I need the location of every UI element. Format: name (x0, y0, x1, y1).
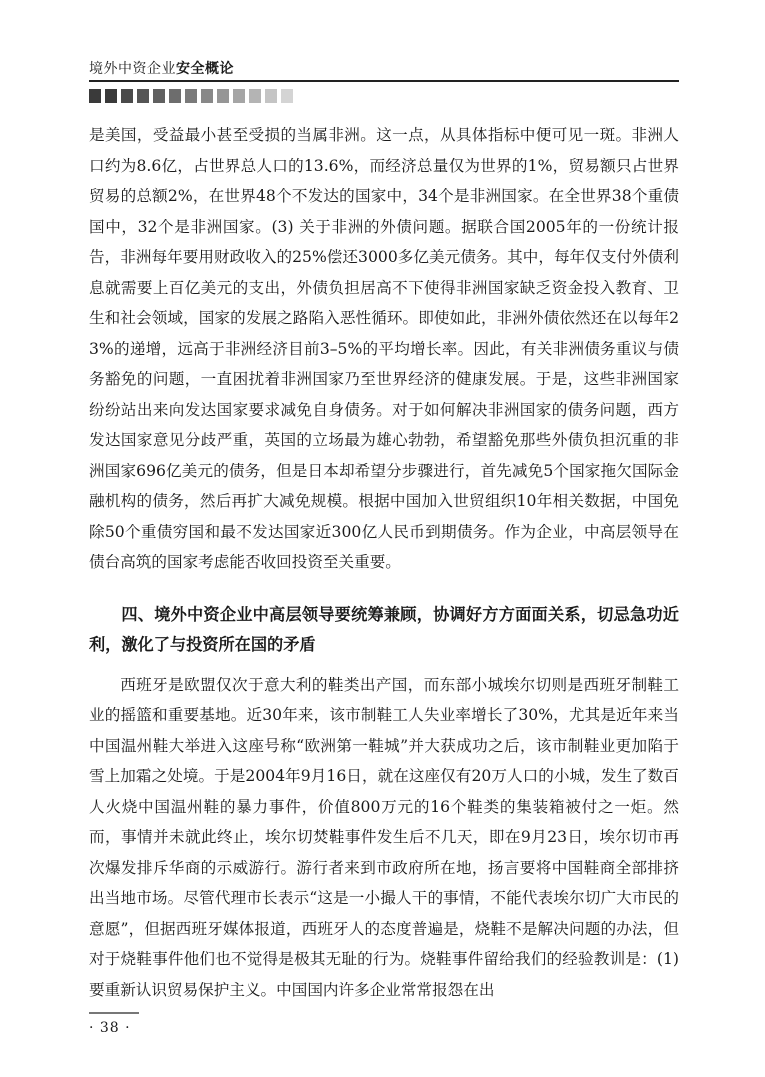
decorative-block (185, 89, 197, 103)
section-heading: 四、境外中资企业中高层领导要统筹兼顾，协调好方方面面关系，切忌急功近利，激化了与投资所在国的矛盾 (89, 604, 679, 654)
decorative-block (137, 89, 149, 103)
decorative-gradient-blocks (89, 89, 293, 103)
paragraph-spain-shoes: 西班牙是欧盟仅次于意大利的鞋类出产国，而东部小城埃尔切则是西班牙制鞋工业的摇篮和重要基地。近30年来，该市制鞋工人失业率增长了30%，尤其是近年来当中国温州鞋大举进入这座号称“欧洲第一鞋城”并大获成功之后，该市制鞋业更加陷于雪上加霜之处境。于是2004年9月16日，就在这座仅有20万人口的小城，发生了数百人火烧中国温州鞋的暴力事件，价值800万元的16个鞋类的集装箱被付之一炬。然而，事情并未就此终止，埃尔切焚鞋事件发生后不几天，即在9月23日，埃尔切市再次爆发排斥华商的示威游行。游行者来到市政府所在地，扬言要将中国鞋商全部排挤出当地市场。尽管代理市长表示“这是一小撮人干的事情，不能代表埃尔切广大市民的意愿”，但据西班牙媒体报道，西班牙人的态度普遍是，烧鞋不是解决问题的办法，但对于烧鞋事件他们也不觉得是极其无耻的行为。烧鞋事件留给我们的经验教训是：(1) 要重新认识贸易保护主义。中国国内许多企业常常报怨在出 (89, 675, 679, 999)
decorative-block (217, 89, 229, 103)
book-title-prefix: 境外中资企业 (89, 61, 176, 77)
decorative-block (153, 89, 165, 103)
paragraph-continued: 是美国，受益最小甚至受损的当属非洲。这一点，从具体指标中便可见一斑。非洲人口约为8.6亿，占世界总人口的13.6%，而经济总量仅为世界的1%，贸易额只占世界贸易的总额2%，在世界48个不发达的国家中，34个是非洲国家。在全世界38个重债国中，32个是非洲国家。(3) 关于非洲的外债问题。据联合国2005年的一份统计报告，非洲每年要用财政收入的25%偿还3000多亿美元债务。其中，每年仅支付外债利息就需要上百亿美元的支出，外债负担居高不下使得非洲国家缺乏资金投入教育、卫生和社会领域，国家的发展之路陷入恶性循环。即使如此，非洲外债依然还在以每年23%的递增，远高于非洲经济目前3–5%的平均增长率。因此，有关非洲债务重议与债务豁免的问题，一直困扰着非洲国家乃至世界经济的健康发展。于是，这些非洲国家纷纷站出来向发达国家要求减免自身债务。对于如何解决非洲国家的债务问题，西方发达国家意见分歧严重，英国的立场最为雄心勃勃，希望豁免那些外债负担沉重的非洲国家696亿美元的债务，但是日本却希望分步骤进行，首先减免5个国家拖欠国际金融机构的债务，然后再扩大减免规模。根据中国加入世贸组织10年相关数据，中国免除50个重债穷国和最不发达国家近300亿人民币到期债务。作为企业，中高层领导在债台高筑的国家考虑能否收回投资至关重要。 (89, 126, 679, 571)
decorative-block (105, 89, 117, 103)
page-body (89, 120, 679, 1005)
decorative-block (121, 89, 133, 103)
decorative-block (89, 89, 101, 103)
footer-rule (89, 1012, 139, 1014)
page-number: · 38 · (89, 1020, 131, 1036)
running-head (89, 58, 679, 78)
book-title-bold: 安全概论 (176, 61, 234, 77)
header-rule (89, 80, 679, 82)
decorative-block (265, 89, 277, 103)
decorative-block (233, 89, 245, 103)
decorative-block (249, 89, 261, 103)
decorative-block (281, 89, 293, 103)
decorative-block (201, 89, 213, 103)
decorative-block (169, 89, 181, 103)
